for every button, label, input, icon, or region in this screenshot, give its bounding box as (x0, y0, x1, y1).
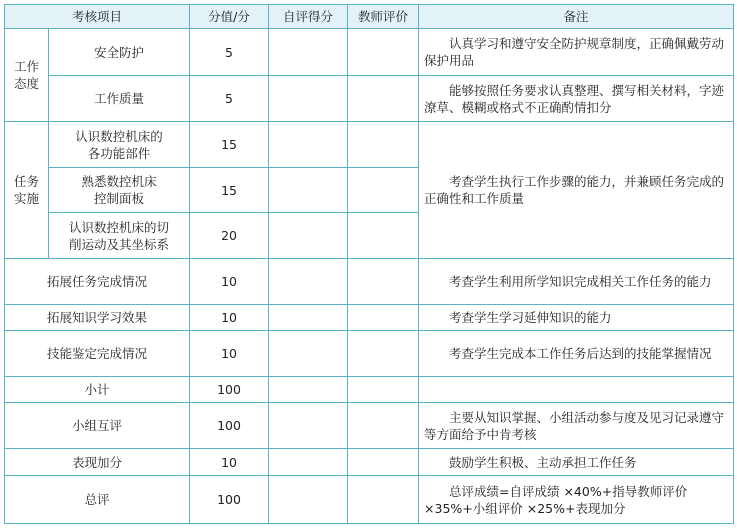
item-quality: 工作质量 (49, 76, 190, 122)
self-score-cell[interactable] (269, 331, 348, 377)
teacher-eval-cell[interactable] (348, 259, 419, 305)
item-subtotal: 小计 (5, 377, 190, 403)
score-motion: 20 (190, 213, 269, 259)
note-subtotal-empty (419, 377, 734, 403)
evaluation-table (4, 4, 734, 524)
header-remarks: 备注 (419, 5, 734, 29)
score-skill: 10 (190, 331, 269, 377)
item-extend-task: 拓展任务完成情况 (5, 259, 190, 305)
self-score-cell[interactable] (269, 122, 348, 168)
item-safety: 安全防护 (49, 29, 190, 76)
header-teacher-eval: 教师评价 (348, 5, 419, 29)
self-score-cell[interactable] (269, 29, 348, 76)
teacher-eval-cell[interactable] (348, 476, 419, 524)
note-skill: 考查学生完成本工作任务后达到的技能掌握情况 (419, 331, 734, 377)
note-peer: 主要从知识掌握、小组活动参与度及见习记录遵守等方面给予中肯考核 (419, 403, 734, 449)
table-row (5, 259, 734, 305)
item-parts: 认识数控机床的 各功能部件 (49, 122, 190, 168)
group-tasks: 任务 实施 (5, 122, 49, 259)
teacher-eval-cell[interactable] (348, 76, 419, 122)
note-total: 总评成绩=自评成绩 ×40%+指导教师评价 ×35%+小组评价 ×25%+表现加分 (419, 476, 734, 524)
teacher-eval-cell[interactable] (348, 377, 419, 403)
item-bonus: 表现加分 (5, 449, 190, 476)
table-header-row (5, 5, 734, 29)
score-quality: 5 (190, 76, 269, 122)
header-score: 分值/分 (190, 5, 269, 29)
note-bonus: 鼓励学生积极、主动承担工作任务 (419, 449, 734, 476)
self-score-cell[interactable] (269, 476, 348, 524)
table-row (5, 305, 734, 331)
self-score-cell[interactable] (269, 168, 348, 213)
item-skill: 技能鉴定完成情况 (5, 331, 190, 377)
table-row (5, 449, 734, 476)
item-peer: 小组互评 (5, 403, 190, 449)
teacher-eval-cell[interactable] (348, 449, 419, 476)
table-row (5, 476, 734, 524)
item-motion: 认识数控机床的切 削运动及其坐标系 (49, 213, 190, 259)
teacher-eval-cell[interactable] (348, 305, 419, 331)
score-extend-learn: 10 (190, 305, 269, 331)
table-row (5, 377, 734, 403)
teacher-eval-cell[interactable] (348, 213, 419, 259)
score-parts: 15 (190, 122, 269, 168)
teacher-eval-cell[interactable] (348, 168, 419, 213)
note-tasks: 考查学生执行工作步骤的能力，并兼顾任务完成的正确性和工作质量 (419, 122, 734, 259)
score-bonus: 10 (190, 449, 269, 476)
score-subtotal: 100 (190, 377, 269, 403)
table-row (5, 331, 734, 377)
score-safety: 5 (190, 29, 269, 76)
self-score-cell[interactable] (269, 403, 348, 449)
item-extend-learn: 拓展知识学习效果 (5, 305, 190, 331)
note-safety: 认真学习和遵守安全防护规章制度，正确佩戴劳动保护用品 (419, 29, 734, 76)
note-extend-learn: 考查学生学习延伸知识的能力 (419, 305, 734, 331)
group-attitude: 工作 态度 (5, 29, 49, 122)
teacher-eval-cell[interactable] (348, 331, 419, 377)
self-score-cell[interactable] (269, 76, 348, 122)
header-item: 考核项目 (5, 5, 190, 29)
self-score-cell[interactable] (269, 377, 348, 403)
teacher-eval-cell[interactable] (348, 29, 419, 76)
table-row (5, 122, 734, 168)
note-extend-task: 考查学生利用所学知识完成相关工作任务的能力 (419, 259, 734, 305)
score-total: 100 (190, 476, 269, 524)
item-total: 总评 (5, 476, 190, 524)
table-row (5, 29, 734, 76)
score-peer: 100 (190, 403, 269, 449)
note-quality: 能够按照任务要求认真整理、撰写相关材料，字迹潦草、模糊或格式不正确酌情扣分 (419, 76, 734, 122)
item-panel: 熟悉数控机床 控制面板 (49, 168, 190, 213)
table-row (5, 76, 734, 122)
evaluation-table-container (4, 4, 734, 524)
score-extend-task: 10 (190, 259, 269, 305)
teacher-eval-cell[interactable] (348, 122, 419, 168)
teacher-eval-cell[interactable] (348, 403, 419, 449)
self-score-cell[interactable] (269, 259, 348, 305)
table-row (5, 403, 734, 449)
score-panel: 15 (190, 168, 269, 213)
header-self-score: 自评得分 (269, 5, 348, 29)
self-score-cell[interactable] (269, 449, 348, 476)
self-score-cell[interactable] (269, 305, 348, 331)
self-score-cell[interactable] (269, 213, 348, 259)
